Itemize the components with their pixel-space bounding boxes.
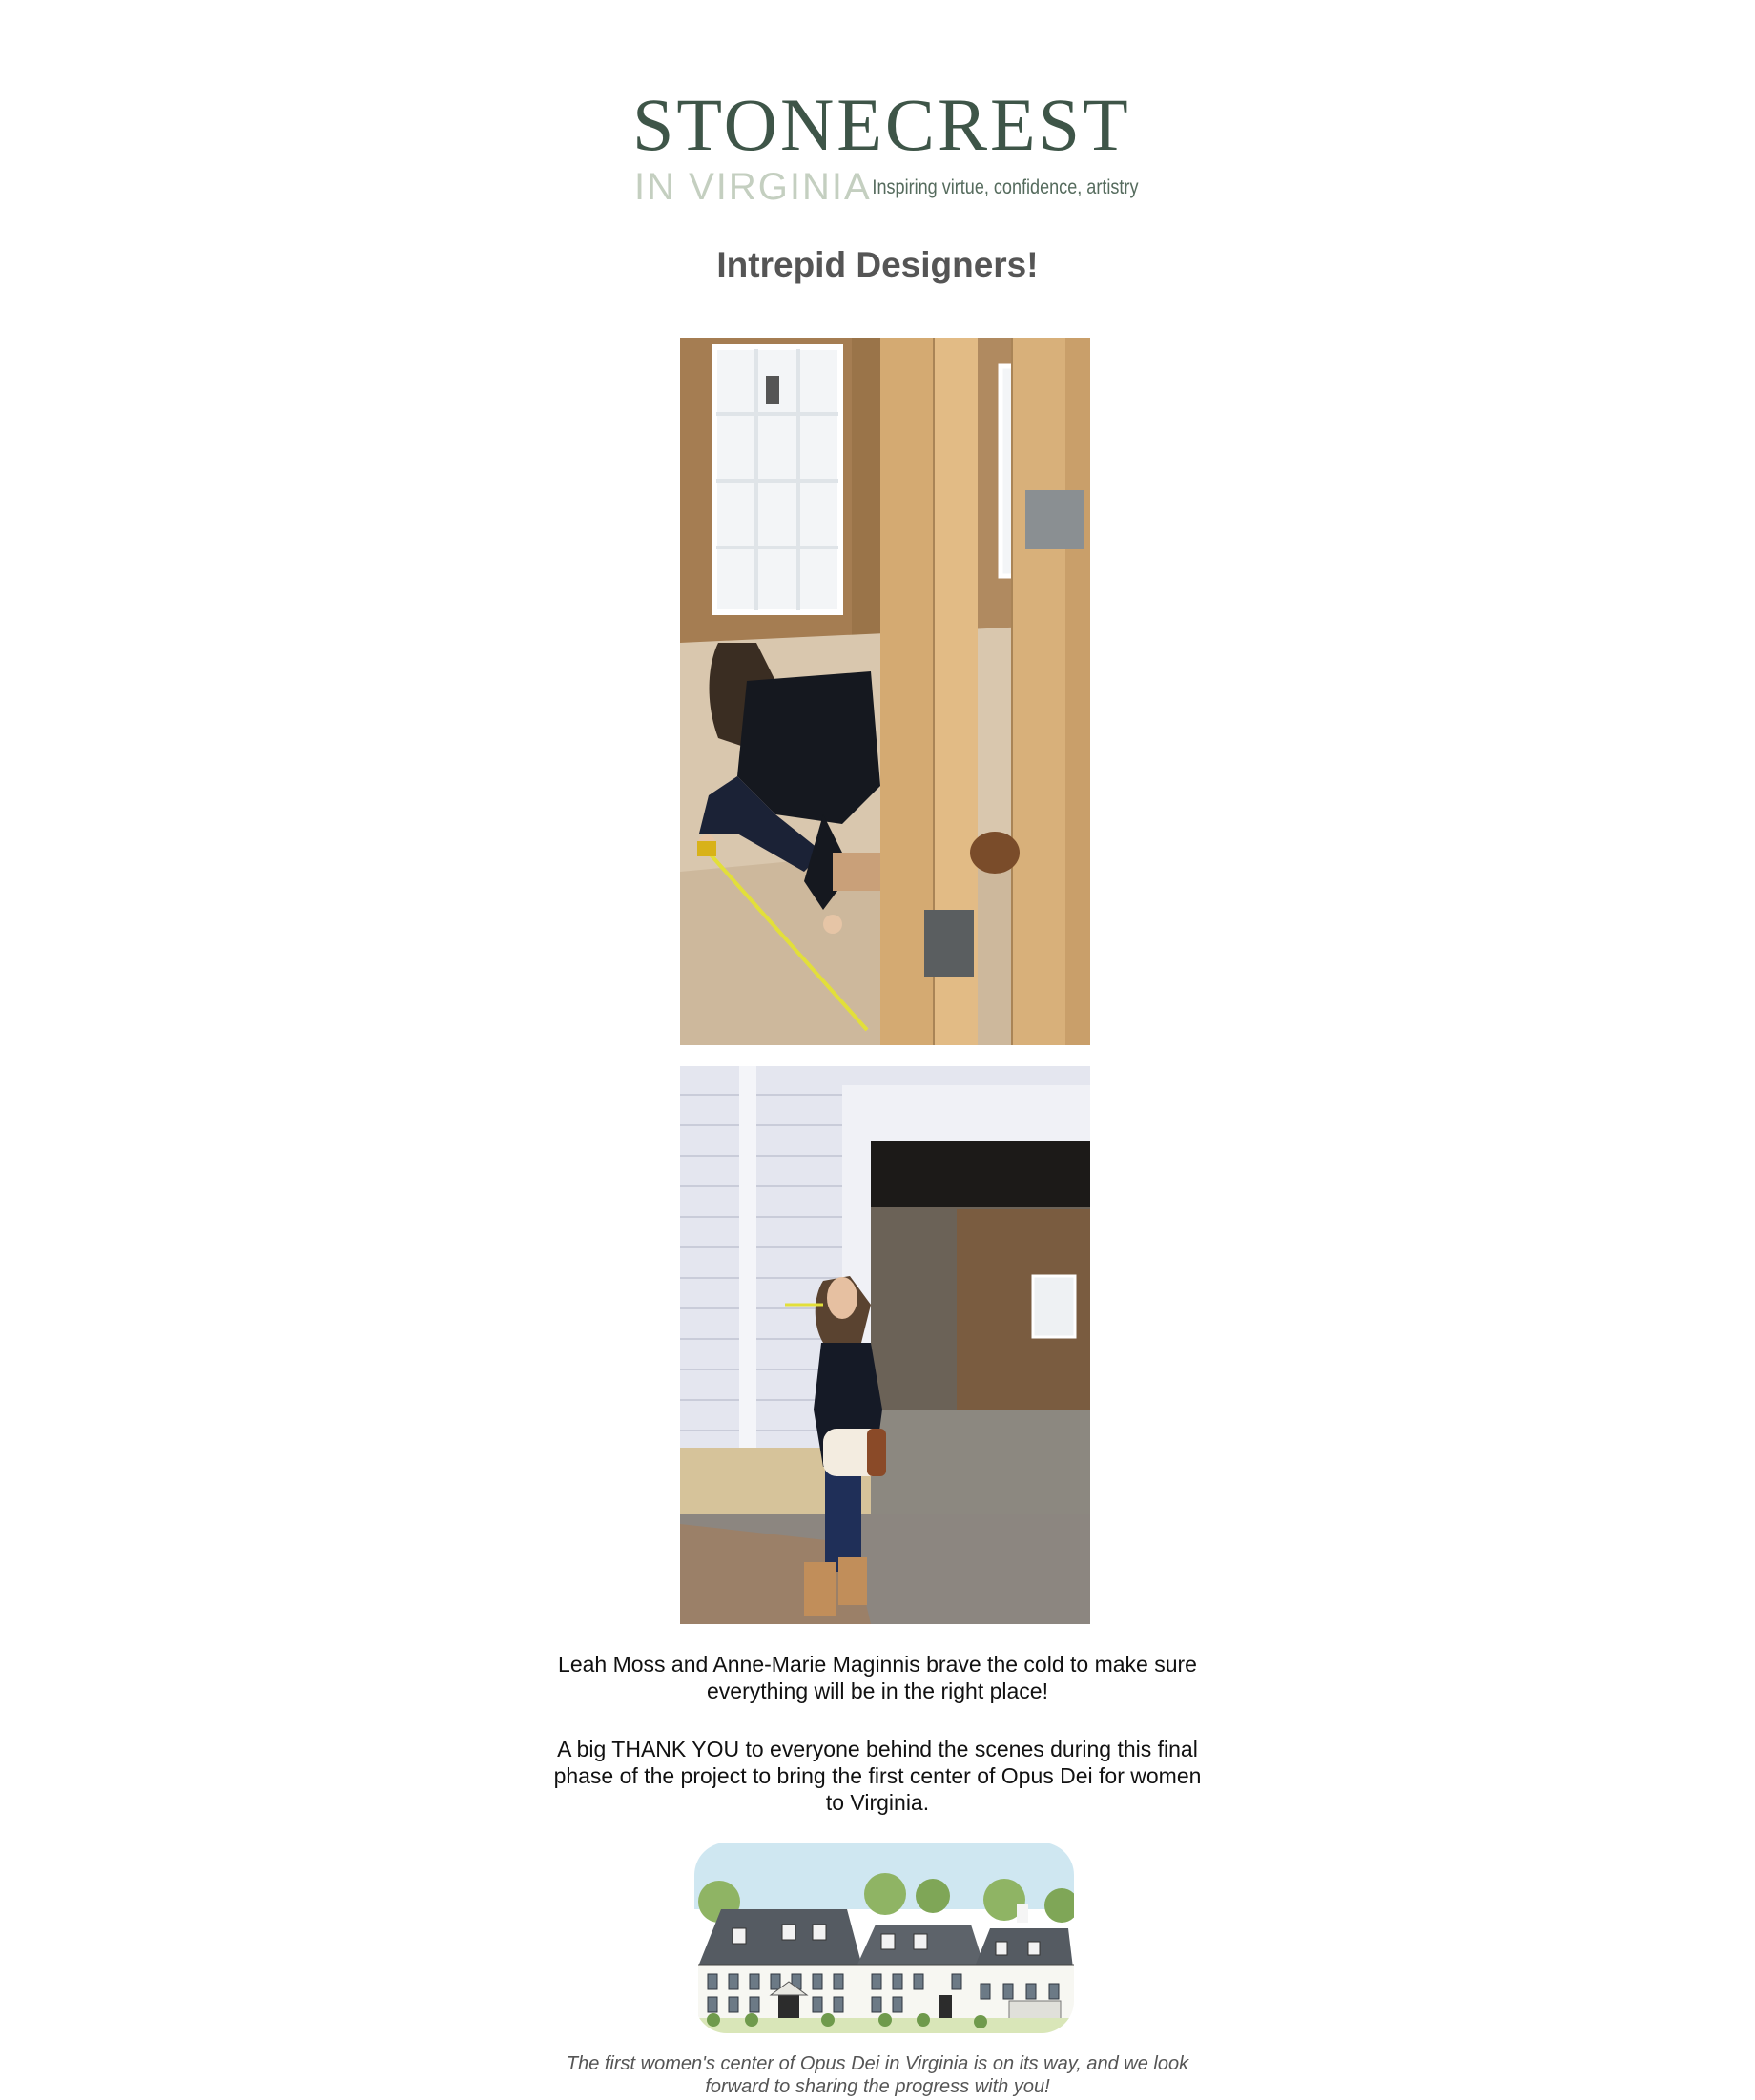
photo-measuring-interior	[680, 338, 1090, 1045]
footer-message: The first women's center of Opus Dei in Virginia is on its way, and we look forward to sharing the progress with you!	[566, 2053, 1189, 2097]
house-rendering-image	[694, 1843, 1074, 2033]
caption-designers: Leah Moss and Anne-Marie Maginnis brave the cold to make sure everything will be in the right place!	[558, 1652, 1197, 1703]
logo-sub-row	[632, 168, 1138, 206]
stonecrest-logo[interactable]	[632, 83, 1138, 208]
logo-subtitle: IN VIRGINIA	[634, 166, 872, 208]
photo-measuring-exterior	[680, 1066, 1090, 1624]
page-title: Intrepid Designers!	[716, 245, 1039, 284]
logo-wordmark: STONECREST	[632, 83, 1131, 166]
logo-tagline: Inspiring virtue, confidence, artistry	[871, 176, 1138, 198]
caption-thank-you: A big THANK YOU to everyone behind the scenes during this final phase of the project to bring the first center of Opus Dei for women to Virginia.	[553, 1737, 1202, 1815]
